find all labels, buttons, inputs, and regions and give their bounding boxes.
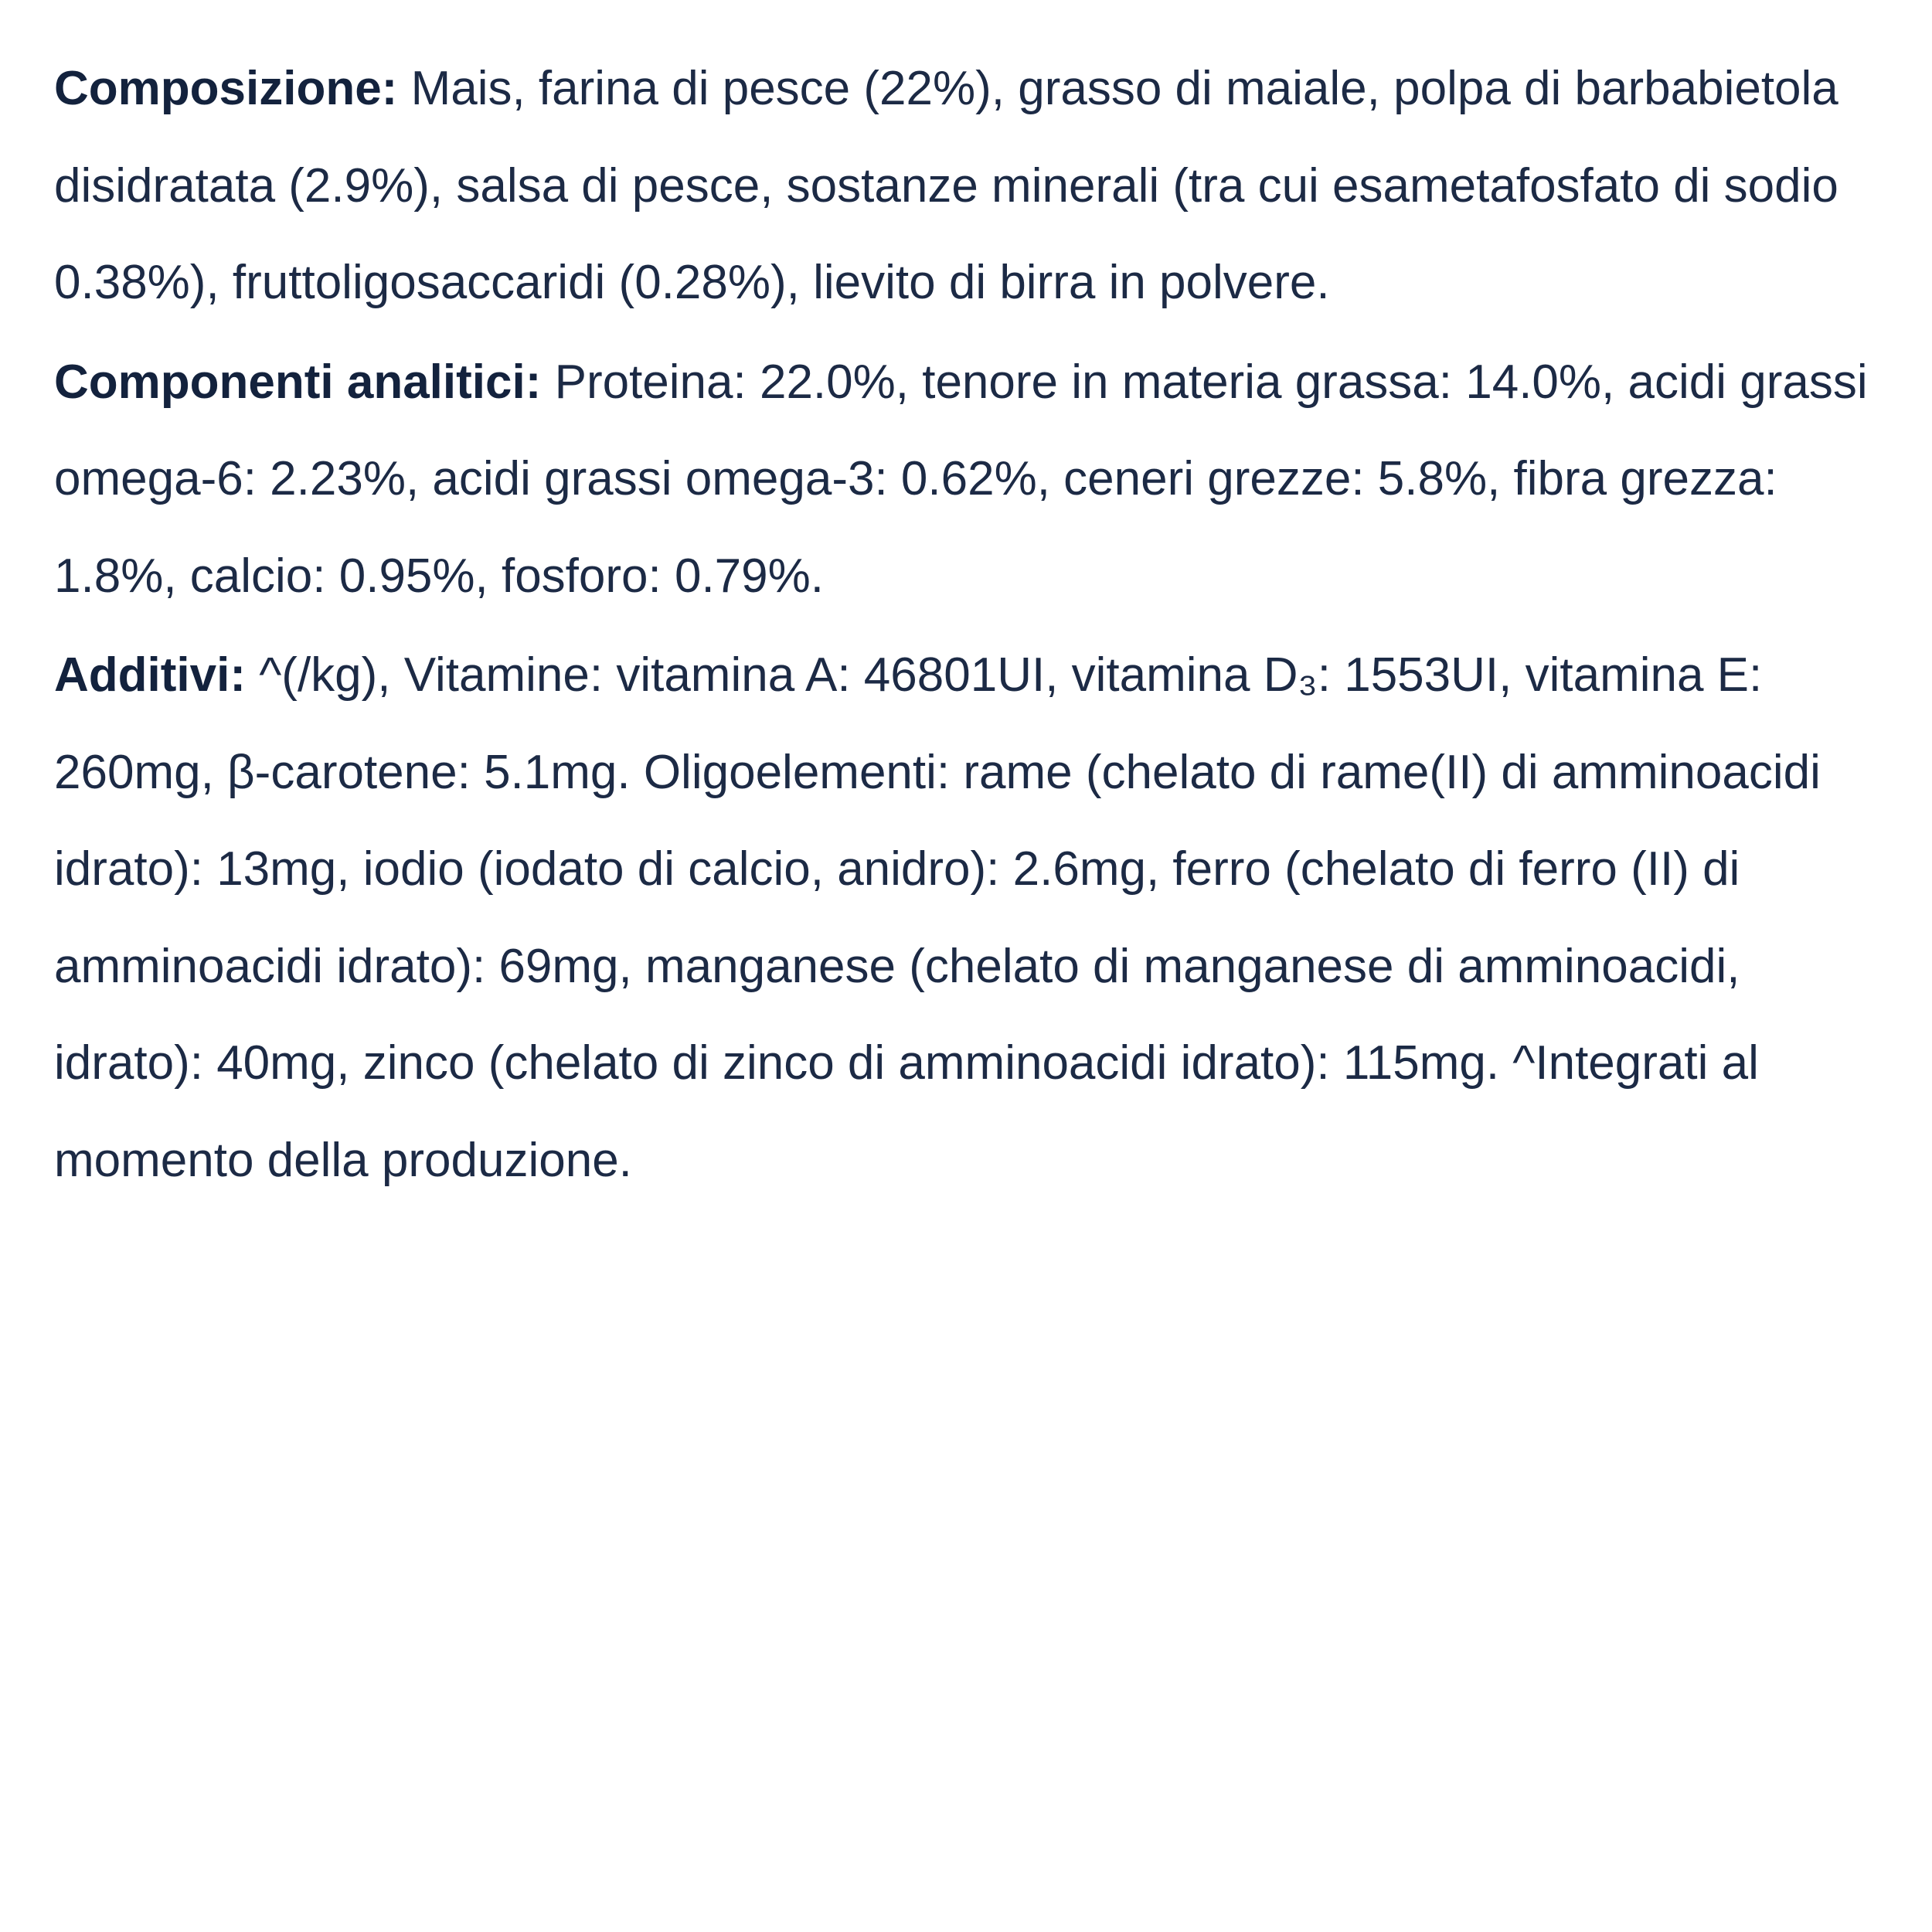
- analytical-components-section: [54, 334, 1901, 625]
- additives-section: [54, 627, 1901, 1209]
- composition-text: Mais, farina di pesce (22%), grasso di maiale, polpa di barbabietola disidratata (2.9%), salsa di pesce, sostanze minerali (tra cui esametafosfato di sodio 0.38%), fruttoligosaccaridi (0.28%), lievito di birra in polvere.: [54, 62, 1838, 309]
- composition-label: Composizione:: [54, 62, 398, 115]
- analytical-components-text: Proteina: 22.0%, tenore in materia grassa: 14.0%, acidi grassi omega-6: 2.23%, acidi grassi omega-3: 0.62%, ceneri grezze: 5.8%, fibra grezza: 1.8%, calcio: 0.95%, fosforo: 0.79%.: [54, 355, 1868, 603]
- additives-label: Additivi:: [54, 648, 246, 702]
- composition-section: [54, 40, 1901, 332]
- analytical-components-label: Componenti analitici:: [54, 355, 542, 409]
- additives-text: ^(/kg), Vitamine: vitamina A: 46801UI, vitamina D₃: 1553UI, vitamina E: 260mg, β-carotene: 5.1mg. Oligoelementi: rame (chelato di rame(II) di amminoacidi idrato): 13mg, iodio (iodato di calcio, anidro): 2.6mg, ferro (chelato di ferro (II) di amminoacidi idrato): 69mg, manganese (chelato di manganese di amminoacidi, idrato): 40mg, zinco (chelato di zinco di amminoacidi idrato): 115mg. ^Integrati al momento della produzione.: [54, 648, 1821, 1187]
- product-ingredients-text: [54, 40, 1901, 1211]
